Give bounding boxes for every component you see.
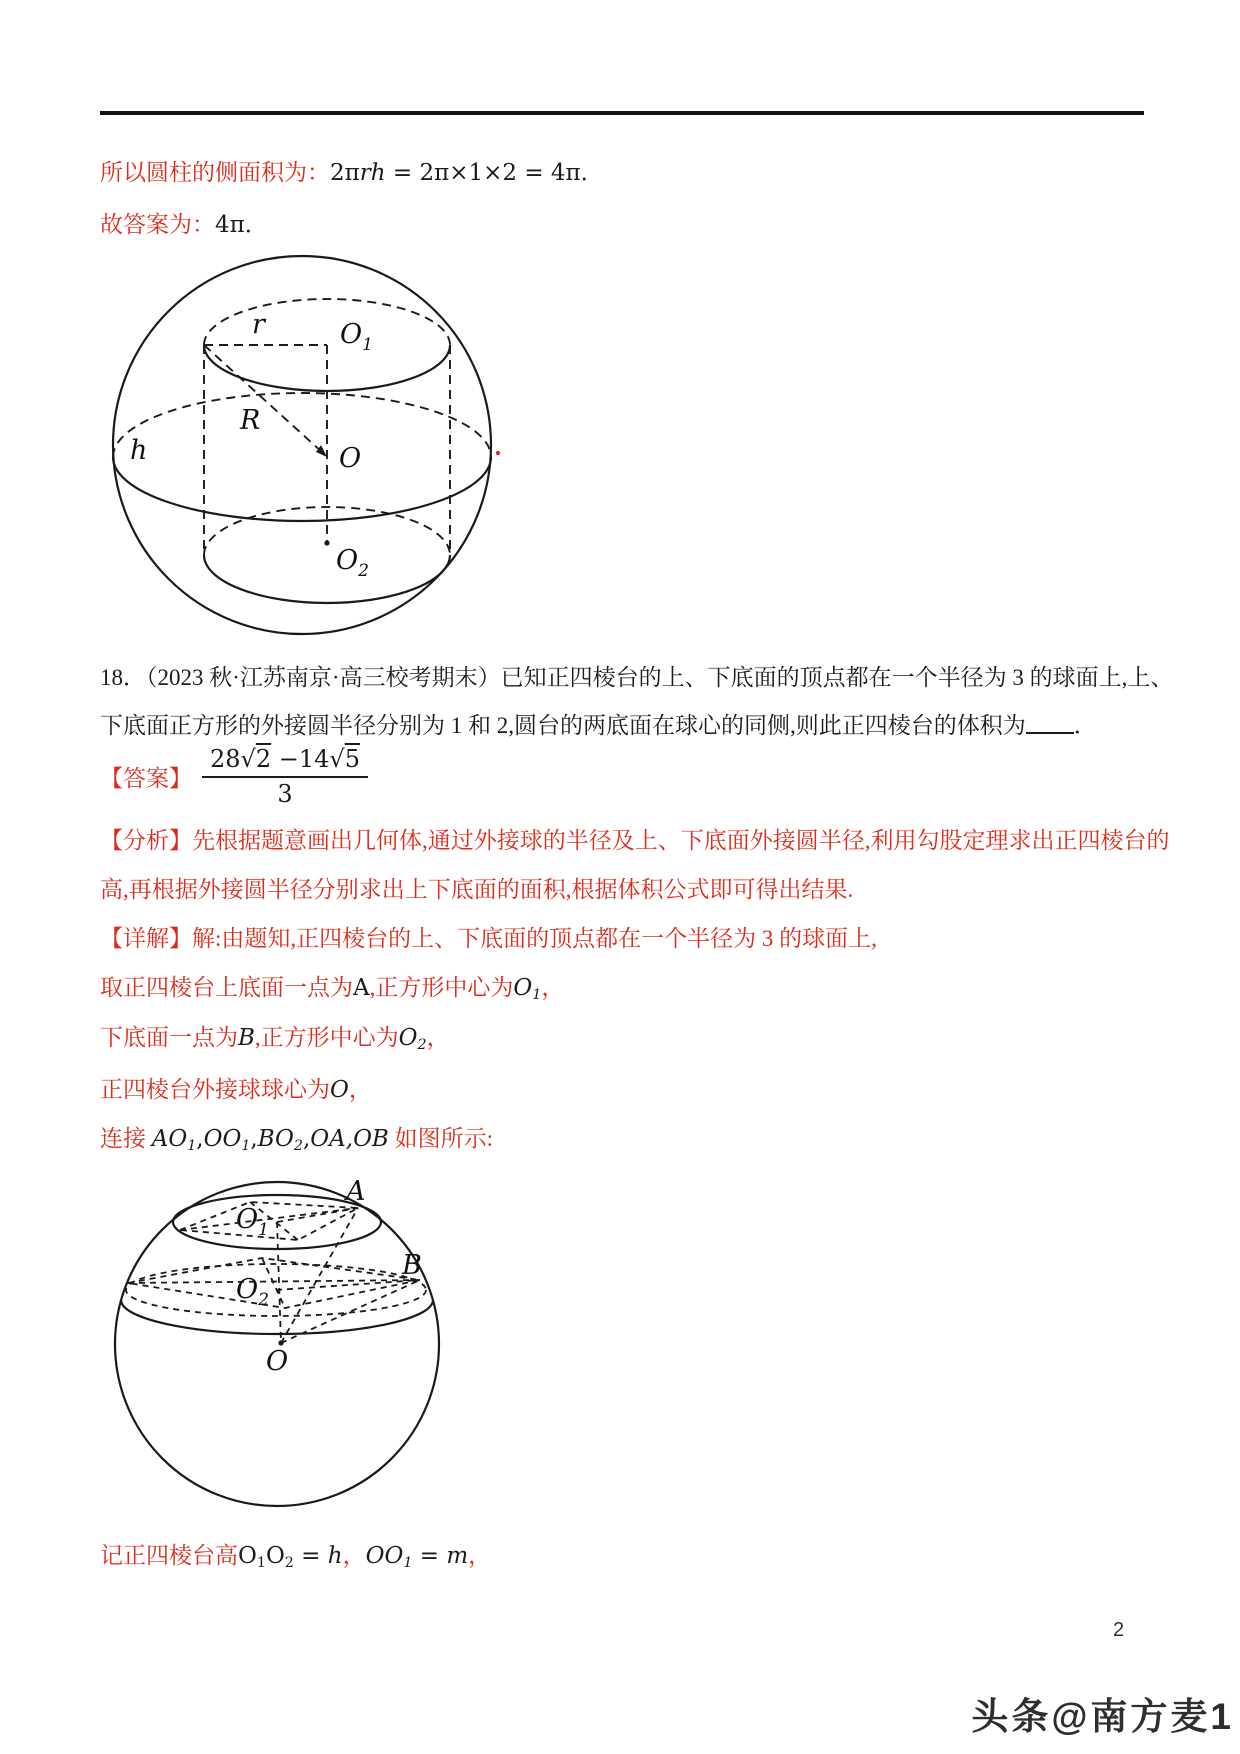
lower-circle-front-arc xyxy=(121,1300,433,1334)
red-period-dot xyxy=(496,451,500,455)
equator-front-arc xyxy=(113,457,491,521)
point-O2-dot xyxy=(324,540,329,545)
equator-back-arc xyxy=(113,393,491,457)
label-B: B xyxy=(402,1250,422,1281)
solution-line3: 下底面一点为B,正方形中心为$O_2$， xyxy=(100,1025,450,1053)
analysis-line2: 高,再根据外接圆半径分别求出上下底面的面积,根据体积公式即可得出结果. xyxy=(100,877,854,902)
figure-sphere-frustum xyxy=(90,1170,470,1520)
label-r: r xyxy=(252,309,265,340)
label-O1: $O_1$ xyxy=(340,319,373,355)
fraction-numerator: 28√2 −14√5 xyxy=(202,745,368,778)
answer-fraction xyxy=(202,745,368,808)
top-square xyxy=(180,1202,358,1240)
solution-line4: 正四棱台外接球球心为O， xyxy=(100,1077,372,1103)
label-O: O xyxy=(339,443,362,474)
top-square-diagonal-1 xyxy=(180,1208,358,1230)
page-number: 2 xyxy=(1113,1619,1125,1641)
cylinder-top-back-arc xyxy=(204,299,450,345)
answer-label: 【答案】 xyxy=(100,765,192,791)
label-R: R xyxy=(240,405,261,436)
cylinder-bottom-front-arc xyxy=(204,555,450,603)
radius-R-arrowhead xyxy=(316,445,327,457)
line-OB xyxy=(281,1280,420,1343)
answer-row xyxy=(100,742,368,810)
solution-line1: 【详解】解:由题知,正四棱台的上、下底面的顶点都在一个半径为 3 的球面上, xyxy=(100,926,877,951)
line-OA xyxy=(281,1208,358,1343)
label-O2: $O_2$ xyxy=(336,545,369,581)
paragraph-answer-4pi: 故答案为：4π． xyxy=(100,212,268,238)
fraction-denominator: 3 xyxy=(277,779,293,808)
paragraph-cylinder-area: 所以圆柱的侧面积为：2πrh = 2π×1×2 = 4π． xyxy=(100,160,604,186)
solution-line6: 记正四棱台高$O_1O_2 = h$，$OO_1 = m$， xyxy=(100,1543,492,1571)
watermark: 头条@南方麦1 xyxy=(971,1696,1234,1737)
label-O1: $O_1$ xyxy=(236,1204,269,1240)
question-18-line2: 下底面正方形的外接圆半径分别为 1 和 2,圆台的两底面在球心的同侧,则此正四棱台的体积为 ． xyxy=(100,713,1097,738)
label-O2: $O_2$ xyxy=(236,1274,269,1310)
solution-line5: 连接 $AO_1,OO_1,BO_2,OA,OB$ 如图所示: xyxy=(100,1126,493,1154)
question-18-line1: 18．（2023 秋·江苏南京·高三校考期末）已知正四棱台的上、下底面的顶点都在一个半径为 3 的球面上,上、 xyxy=(100,665,1174,690)
label-h: h xyxy=(130,435,148,466)
sphere-outline xyxy=(115,1182,439,1506)
header-rule xyxy=(100,111,1144,115)
radius-R-line xyxy=(204,345,323,453)
solution-line2: 取正四棱台上底面一点为A,正方形中心为$O_1$， xyxy=(100,975,565,1003)
label-O: O xyxy=(266,1346,289,1377)
line-O1A xyxy=(277,1208,358,1222)
analysis-line1: 【分析】先根据题意画出几何体,通过外接球的半径及上、下底面外接圆半径,利用勾股定理求出正四棱台的 xyxy=(100,828,1170,853)
point-O-dot xyxy=(278,1340,283,1345)
figure-sphere-cylinder xyxy=(90,245,510,645)
label-A: A xyxy=(346,1176,366,1207)
axis-O1-O2-O xyxy=(277,1222,281,1343)
